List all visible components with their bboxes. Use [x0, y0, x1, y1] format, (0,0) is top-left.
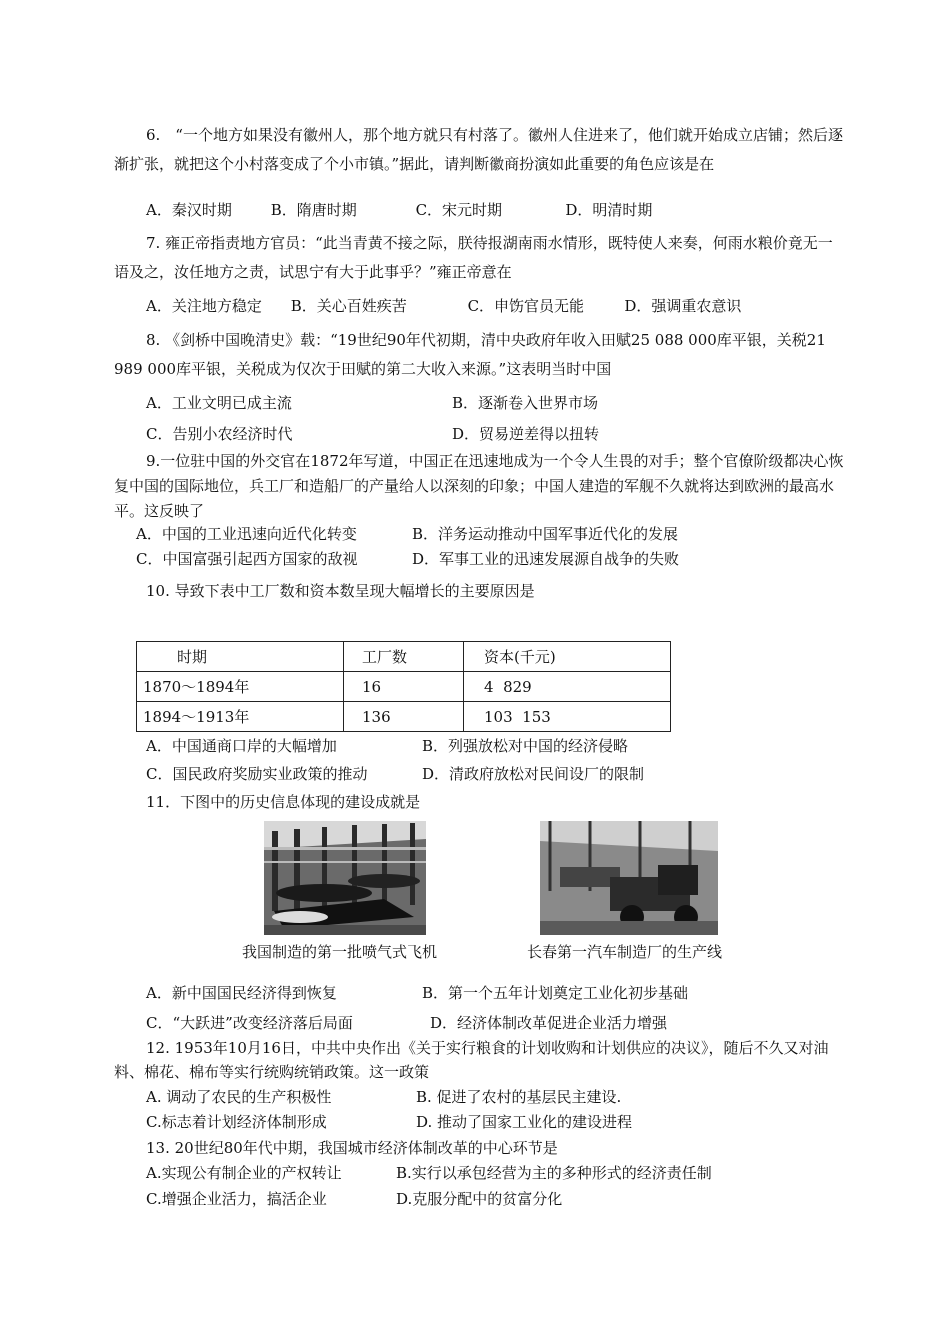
table-cell: 1870～1894年 — [137, 672, 344, 702]
table-cell: 16 — [344, 672, 464, 702]
option-a: A．秦汉时期 — [146, 201, 232, 219]
table-cell: 4 829 — [464, 672, 671, 702]
question-11-option-a: A．新中国国民经济得到恢复 — [146, 984, 337, 1002]
question-6-stem: 6. “一个地方如果没有徽州人，那个地方就只有村落了。徽州人住进来了，他们就开始成立店铺；然后逐渐扩张，就把这个小村落变成了个小市镇。”据此，请判断徽商扮演如此重要的角色应该是在 — [114, 126, 843, 173]
question-13-option-b: B.实行以承包经营为主的多种形式的经济责任制 — [396, 1164, 712, 1182]
option-b: B．隋唐时期 — [270, 201, 357, 219]
table-cell: 1894～1913年 — [137, 702, 344, 732]
question-10-option-c: C．国民政府奖励实业政策的推动 — [146, 765, 368, 783]
question-8-option-d: D．贸易逆差得以扭转 — [452, 425, 600, 443]
question-12-stem: 12. 1953年10月16日，中共中央作出《关于实行粮食的计划收购和计划供应的决议》，随后不久又对油料、棉花、棉布等实行统购统销政策。这一政策 — [114, 1039, 829, 1081]
question-12-option-d: D. 推动了国家工业化的建设进程 — [416, 1113, 633, 1131]
question-6-options — [146, 199, 652, 221]
question-11-option-b: B．第一个五年计划奠定工业化初步基础 — [422, 984, 689, 1002]
table-cell: 103 153 — [464, 702, 671, 732]
question-13-option-a: A.实现公有制企业的产权转让 — [146, 1164, 342, 1182]
question-7-stem: 7. 雍正帝指责地方官员：“此当青黄不接之际，朕待报湖南雨水情形，既特使人来奏，何雨水粮价竟无一语及之，汝任地方之责，试思宁有大于此事乎？”雍正帝意在 — [114, 234, 833, 281]
option-c: C．申饬官员无能 — [467, 297, 585, 315]
question-12-option-a: A. 调动了农民的生产积极性 — [146, 1088, 332, 1106]
question-9-stem: 9.一位驻中国的外交官在1872年写道，中国正在迅速地成为一个令人生畏的对手；整个官僚阶级都决心恢复中国的国际地位，兵工厂和造船厂的产量给人以深刻的印象；中国人建造的军舰不久就将达到欧洲的最高水平。这反映了 — [114, 452, 844, 520]
photo-caption-truck: 长春第一汽车制造厂的生产线 — [527, 943, 723, 961]
option-d: D．明清时期 — [565, 201, 653, 219]
option-d: D．强调重农意识 — [624, 297, 742, 315]
question-9-option-b: B．洋务运动推动中国军事近代化的发展 — [412, 525, 679, 543]
table-row — [137, 672, 671, 702]
question-13-option-c: C.增强企业活力，搞活企业 — [146, 1190, 327, 1208]
question-9-option-d: D．军事工业的迅速发展源自战争的失败 — [412, 550, 680, 568]
question-8-option-b: B．逐渐卷入世界市场 — [452, 394, 599, 412]
question-8-option-a: A．工业文明已成主流 — [146, 394, 292, 412]
question-10-option-d: D．清政府放松对民间设厂的限制 — [422, 765, 645, 783]
question-11-option-c: C．“大跃进”改变经济落后局面 — [146, 1014, 353, 1032]
question-12-option-b: B. 促进了农村的基层民主建设. — [416, 1088, 622, 1106]
question-10-option-a: A．中国通商口岸的大幅增加 — [146, 737, 337, 755]
question-8-stem: 8. 《剑桥中国晚清史》载：“19世纪90年代初期，清中央政府年收入田赋25 088 000库平银，关税21 989 000库平银，关税成为仅次于田赋的第二大收入来源。”这表明当时中国 — [114, 331, 826, 378]
question-13-option-d: D.克服分配中的贫富分化 — [396, 1190, 563, 1208]
question-12-option-c: C.标志着计划经济体制形成 — [146, 1113, 327, 1131]
question-10-option-b: B．列强放松对中国的经济侵略 — [422, 737, 629, 755]
option-b: B．关心百姓疾苦 — [290, 297, 407, 315]
table-cell: 136 — [344, 702, 464, 732]
table-row — [137, 702, 671, 732]
question-9-option-a: A．中国的工业迅速向近代化转变 — [136, 525, 357, 543]
jet-aircraft-photo — [264, 821, 426, 935]
question-13-stem: 13. 20世纪80年代中期，我国城市经济体制改革的中心环节是 — [146, 1139, 558, 1157]
option-a: A．关注地方稳定 — [146, 297, 262, 315]
photo-caption-jet: 我国制造的第一批喷气式飞机 — [242, 943, 438, 961]
question-11-option-d: D．经济体制改革促进企业活力增强 — [430, 1014, 668, 1032]
question-11-stem: 11．下图中的历史信息体现的建设成就是 — [146, 793, 421, 811]
question-8-option-c: C．告别小农经济时代 — [146, 425, 293, 443]
question-9-option-c: C．中国富强引起西方国家的敌视 — [136, 550, 358, 568]
table-header: 资本(千元) — [464, 642, 671, 672]
table-header: 时期 — [137, 642, 344, 672]
truck-assembly-line-photo — [540, 821, 718, 935]
question-7-options — [146, 295, 741, 317]
factory-capital-table — [136, 641, 671, 732]
table-header: 工厂数 — [344, 642, 464, 672]
table-header-row — [137, 642, 671, 672]
option-c: C．宋元时期 — [415, 201, 503, 219]
question-10-stem: 10. 导致下表中工厂数和资本数呈现大幅增长的主要原因是 — [146, 582, 535, 600]
